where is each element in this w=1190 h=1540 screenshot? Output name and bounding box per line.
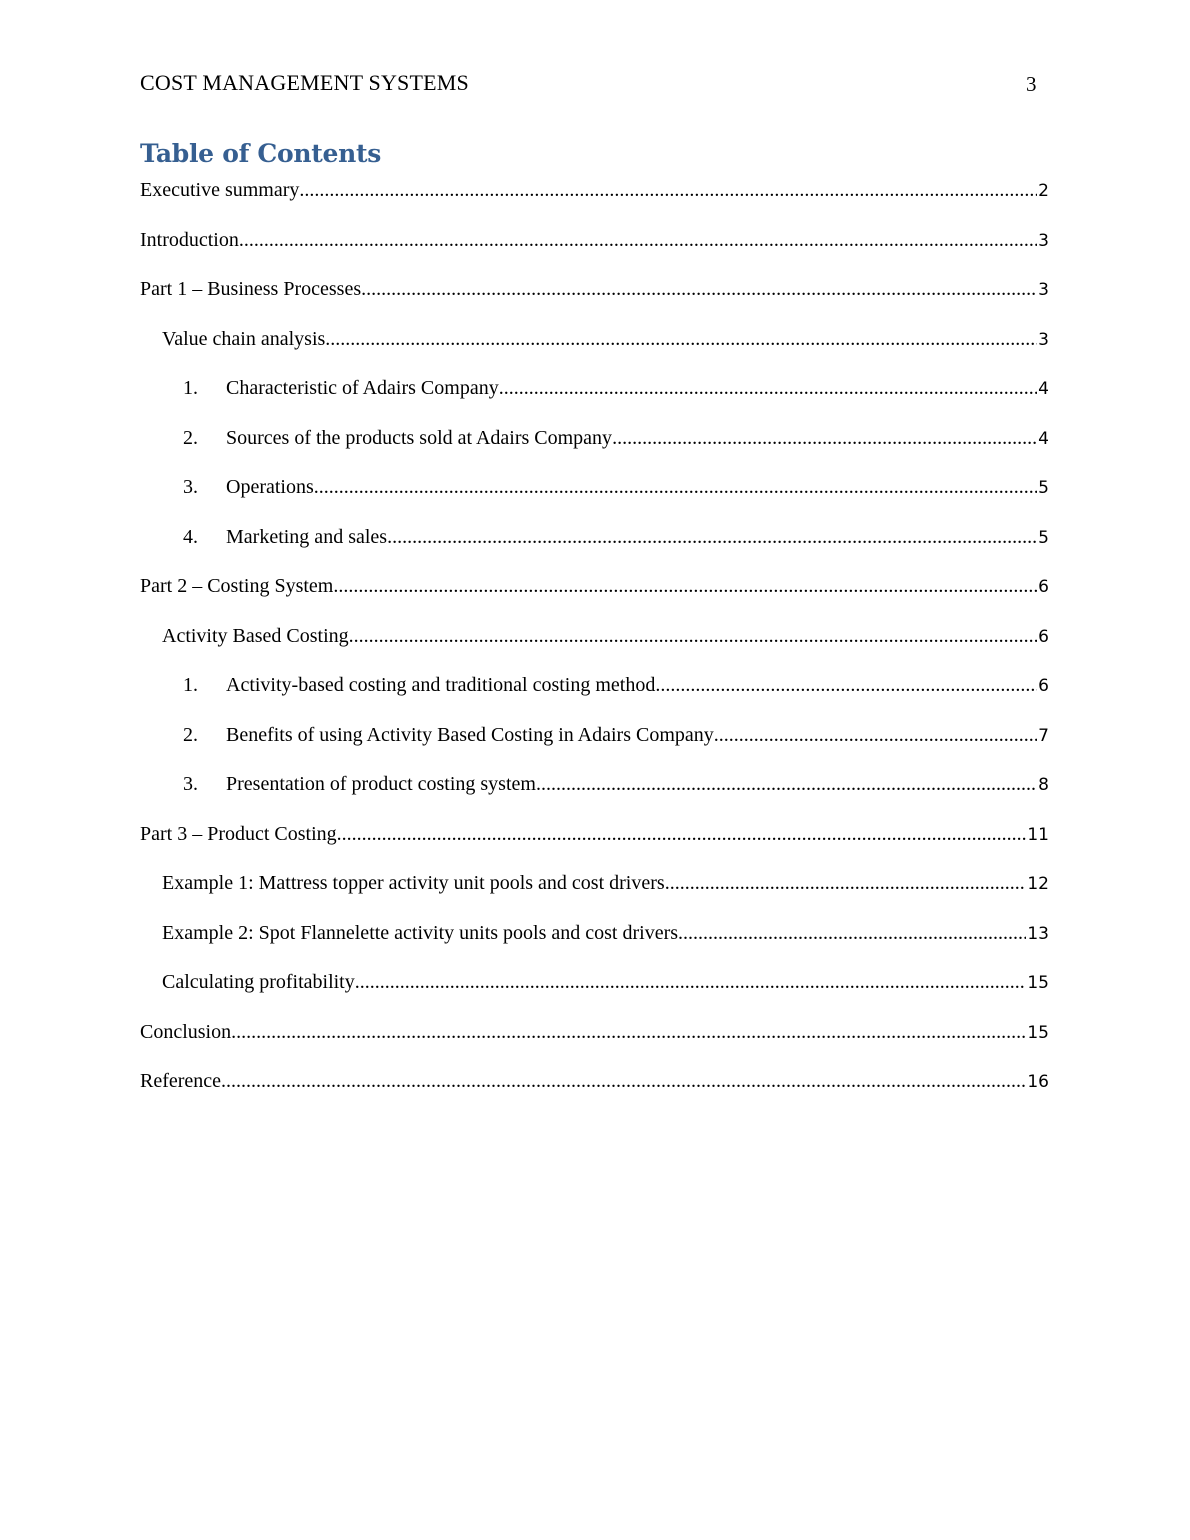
toc-entry-title: Presentation of product costing system <box>226 773 536 795</box>
toc-entry-page: 15 <box>1027 973 1049 993</box>
toc-entry[interactable] <box>162 869 1049 897</box>
toc-dot-leader <box>655 671 1037 699</box>
toc-entry-page: 6 <box>1038 577 1049 597</box>
toc-entry-number: 2. <box>183 724 198 746</box>
toc-entry-page: 13 <box>1027 924 1049 944</box>
toc-entry[interactable] <box>183 374 1049 402</box>
toc-entry-title: Calculating profitability <box>162 971 355 993</box>
toc-dot-leader <box>299 176 1037 204</box>
toc-dot-leader <box>221 1067 1026 1095</box>
toc-entry-title: Introduction <box>140 229 239 251</box>
page-number: 3 <box>1026 72 1037 96</box>
toc-entry-title: Sources of the products sold at Adairs Company <box>226 427 613 449</box>
toc-entry[interactable] <box>183 523 1049 551</box>
toc-heading: Table of Contents <box>140 139 382 168</box>
toc-entry[interactable] <box>162 968 1049 996</box>
toc-entry-page: 5 <box>1038 478 1049 498</box>
toc-dot-leader <box>349 622 1038 650</box>
toc-entry-title: Activity Based Costing <box>162 625 349 647</box>
toc-dot-leader <box>714 721 1037 749</box>
toc-entry-title: Marketing and sales <box>226 526 388 548</box>
toc-entry[interactable] <box>140 1018 1049 1046</box>
toc-entry[interactable] <box>183 721 1049 749</box>
toc-entry[interactable] <box>183 770 1049 798</box>
toc-entry-title: Conclusion <box>140 1021 232 1043</box>
toc-entry-number: 4. <box>183 526 198 548</box>
toc-entry-title: Example 1: Mattress topper activity unit pools and cost drivers <box>162 872 665 894</box>
toc-entry[interactable] <box>183 424 1049 452</box>
toc-entry-title: Example 2: Spot Flannelette activity units pools and cost drivers <box>162 922 679 944</box>
toc-entry-page: 7 <box>1038 726 1049 746</box>
toc-entry-page: 4 <box>1038 429 1049 449</box>
toc-entry-page: 12 <box>1027 874 1049 894</box>
toc-dot-leader <box>665 869 1027 897</box>
toc-entry[interactable] <box>162 919 1049 947</box>
toc-entry-page: 3 <box>1038 280 1049 300</box>
toc-entry-title: Characteristic of Adairs Company <box>226 377 499 399</box>
toc-entry-title: Executive summary <box>140 179 300 201</box>
toc-dot-leader <box>536 770 1037 798</box>
toc-entry[interactable] <box>140 176 1049 204</box>
toc-entry-page: 2 <box>1038 181 1049 201</box>
toc-entry-page: 6 <box>1038 676 1049 696</box>
toc-dot-leader <box>337 820 1027 848</box>
toc-dot-leader <box>612 424 1037 452</box>
toc-entry-page: 5 <box>1038 528 1049 548</box>
toc-dot-leader <box>678 919 1026 947</box>
toc-entry[interactable] <box>162 622 1049 650</box>
toc-entry-title: Reference <box>140 1070 222 1092</box>
toc-dot-leader <box>314 473 1037 501</box>
toc-entry[interactable] <box>140 226 1049 254</box>
toc-entry-number: 1. <box>183 674 198 696</box>
toc-entry-number: 3. <box>183 476 198 498</box>
toc-entry-title: Value chain analysis <box>162 328 326 350</box>
toc-dot-leader <box>239 226 1037 254</box>
toc-entry[interactable] <box>162 325 1049 353</box>
toc-entry-number: 3. <box>183 773 198 795</box>
toc-entry-title: Operations <box>226 476 314 498</box>
toc-dot-leader <box>387 523 1037 551</box>
toc-entry-title: Part 3 – Product Costing <box>140 823 337 845</box>
toc-entry-page: 3 <box>1038 330 1049 350</box>
toc-entry[interactable] <box>183 671 1049 699</box>
toc-entry-title: Benefits of using Activity Based Costing in Adairs Company <box>226 724 714 746</box>
toc-entry[interactable] <box>140 820 1049 848</box>
toc-dot-leader <box>231 1018 1026 1046</box>
toc-entry-page: 8 <box>1038 775 1049 795</box>
toc-entry[interactable] <box>183 473 1049 501</box>
toc-entry-number: 2. <box>183 427 198 449</box>
toc-dot-leader <box>499 374 1037 402</box>
toc-dot-leader <box>325 325 1037 353</box>
toc-dot-leader <box>361 275 1037 303</box>
toc-entry[interactable] <box>140 1067 1049 1095</box>
toc-entry-number: 1. <box>183 377 198 399</box>
toc-entry[interactable] <box>140 275 1049 303</box>
toc-entry[interactable] <box>140 572 1049 600</box>
toc-entry-title: Part 1 – Business Processes <box>140 278 362 300</box>
toc-entry-page: 15 <box>1027 1023 1049 1043</box>
toc-entry-page: 16 <box>1027 1072 1049 1092</box>
toc-entry-title: Part 2 – Costing System <box>140 575 334 597</box>
toc-entry-page: 3 <box>1038 231 1049 251</box>
running-head: COST MANAGEMENT SYSTEMS <box>140 70 469 95</box>
toc-entry-page: 11 <box>1027 825 1049 845</box>
toc-entry-page: 6 <box>1038 627 1049 647</box>
toc-entry-title: Activity-based costing and traditional costing method <box>226 674 656 696</box>
toc-entry-page: 4 <box>1038 379 1049 399</box>
toc-dot-leader <box>355 968 1027 996</box>
toc-dot-leader <box>333 572 1037 600</box>
